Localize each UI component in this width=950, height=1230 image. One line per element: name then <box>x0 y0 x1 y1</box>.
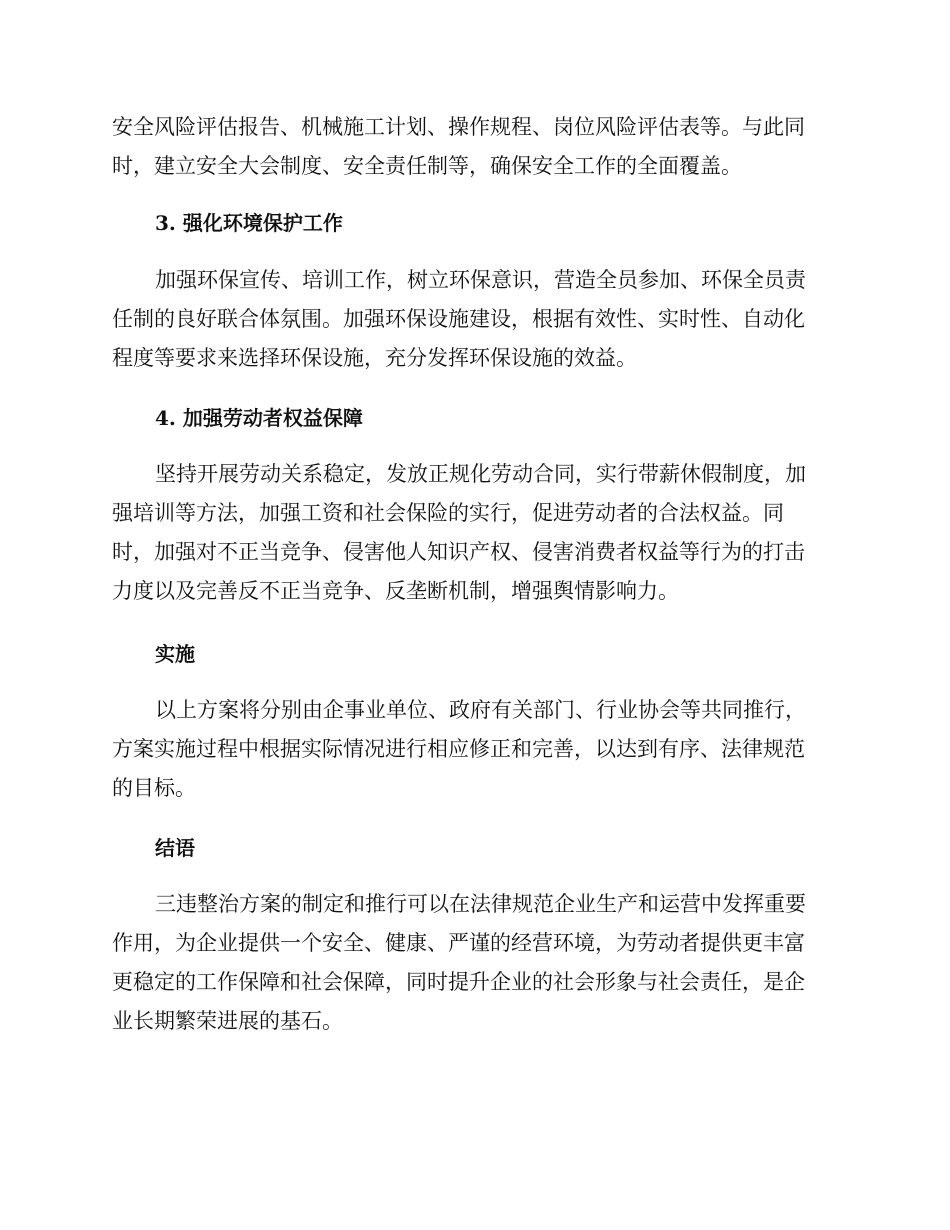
implementation-heading-block <box>112 635 834 674</box>
paragraph-line: 安全风险评估报告、机械施工计划、操作规程、岗位风险评估表等。与此同 <box>112 115 805 139</box>
paragraph-line: 程度等要求来选择环保设施，充分发挥环保设施的效益。 <box>112 346 637 370</box>
paragraph-line: 更稳定的工作保障和社会保障，同时提升企业的社会形象与社会责任，是企 <box>112 970 805 994</box>
paragraph-line: 任制的良好联合体氛围。加强环保设施建设，根据有效性、实时性、自动化 <box>112 307 805 331</box>
paragraph-line: 的目标。 <box>112 776 196 800</box>
section-4-heading-block <box>112 399 834 438</box>
intro-paragraph <box>112 108 834 186</box>
section-heading: 结语 <box>155 836 195 860</box>
section-3-paragraph <box>112 261 834 378</box>
paragraph-line: 力度以及完善反不正当竞争、反垄断机制，增强舆情影响力。 <box>112 579 679 603</box>
paragraph-line: 加强环保宣传、培训工作，树立环保意识，营造全员参加、环保全员责 <box>155 268 806 292</box>
conclusion-paragraph <box>112 885 834 1041</box>
paragraph-line: 作用，为企业提供一个安全、健康、严谨的经营环境，为劳动者提供更丰富 <box>112 931 805 955</box>
paragraph-line: 坚持开展劳动关系稳定，发放正规化劳动合同，实行带薪休假制度，加 <box>155 462 806 486</box>
paragraph-line: 三违整治方案的制定和推行可以在法律规范企业生产和运营中发挥重要 <box>155 892 806 916</box>
section-heading: 4. 加强劳动者权益保障 <box>155 406 363 430</box>
paragraph-line: 业长期繁荣进展的基石。 <box>112 1009 343 1033</box>
section-heading: 实施 <box>155 642 195 666</box>
paragraph-line: 时，加强对不正当竞争、侵害他人知识产权、侵害消费者权益等行为的打击 <box>112 540 805 564</box>
paragraph-line: 强培训等方法，加强工资和社会保险的实行，促进劳动者的合法权益。同 <box>112 501 784 525</box>
implementation-paragraph <box>112 691 834 808</box>
section-3-heading-block <box>112 204 834 243</box>
paragraph-line: 以上方案将分别由企事业单位、政府有关部门、行业协会等共同推行， <box>155 698 806 722</box>
conclusion-heading-block <box>112 829 834 868</box>
section-heading: 3. 强化环境保护工作 <box>155 211 343 235</box>
paragraph-line: 方案实施过程中根据实际情况进行相应修正和完善，以达到有序、法律规范 <box>112 737 805 761</box>
paragraph-line: 时，建立安全大会制度、安全责任制等，确保安全工作的全面覆盖。 <box>112 154 742 178</box>
section-4-paragraph <box>112 455 834 611</box>
